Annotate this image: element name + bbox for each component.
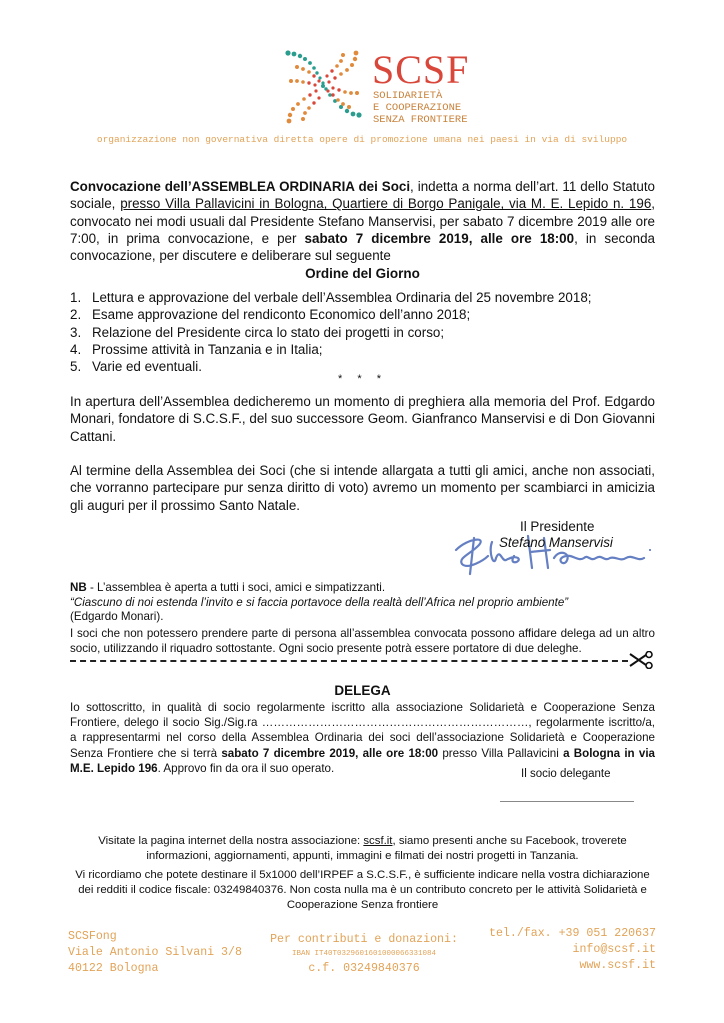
agenda-item bbox=[70, 306, 660, 323]
iban-code: IBAN IT40T0329601601000066331084 bbox=[291, 950, 437, 958]
tagline: organizzazione non governativa diretta opere di promozione umana nei paesi in via di sviluppo bbox=[96, 134, 628, 145]
delega-text: Io sottoscritto, in qualità di socio regolarmente iscritto alla associazione Solidarietà e Cooperazione Senza Frontiere, delego il socio Sig./Sig.ra ……………………………………………………………, regolarmente iscritto/a, a rappresentarmi nel corso della Assemblea Ordinaria dei soci dell’associazione Solidarietà e Cooperazione Senza Frontiere che si terrà bbox=[70, 701, 655, 760]
signature-role: Il Presidente bbox=[520, 519, 595, 534]
nb-attribution: (Edgardo Monari). bbox=[70, 610, 164, 623]
convocazione-paragraph bbox=[70, 178, 655, 264]
website-note bbox=[70, 834, 655, 864]
delega-text: . Approvo fin da ora il suo operato. bbox=[157, 761, 335, 775]
agenda-item-number: 4. bbox=[70, 341, 82, 357]
agenda-item-number: 5. bbox=[70, 359, 82, 375]
delegante-signature-line bbox=[500, 801, 634, 802]
donation-block bbox=[240, 932, 488, 977]
city-address: 40122 Bologna bbox=[68, 962, 159, 975]
agenda-title: Ordine del Giorno bbox=[305, 266, 420, 281]
cut-line-divider bbox=[70, 660, 628, 662]
fiscal-code: c.f. 03249840376 bbox=[308, 962, 420, 975]
convocazione-text: , convocato nei modi usuali dal Presidente Stefano Manservisi, per sabato 7 dicembre 2019 alle ore 7:00, in prima convocazione, e per bbox=[70, 196, 656, 246]
agenda-item-text: Esame approvazione del rendiconto Economico dell’anno 2018; bbox=[92, 307, 471, 323]
agenda-item bbox=[70, 324, 660, 341]
delega-date: sabato 7 dicembre 2019, alle ore 18:00 bbox=[221, 746, 439, 760]
section-separator: * * * bbox=[338, 373, 387, 385]
contact-block bbox=[460, 926, 656, 974]
scsf-logo-mark-icon bbox=[283, 47, 363, 127]
donation-title: Per contributi e donazioni: bbox=[270, 933, 458, 946]
delega-text: presso Villa Pallavicini bbox=[438, 746, 564, 760]
convocazione-title: Convocazione dell’ASSEMBLEA ORDINARIA dei Soci bbox=[70, 179, 411, 194]
logo-subtitle-line-1: SOLIDARIETÀ bbox=[373, 90, 443, 102]
second-call-date: sabato 7 dicembre 2019, alle ore 18:00 bbox=[304, 230, 575, 246]
delega-form-text bbox=[70, 700, 655, 776]
agenda-item-text: Varie ed eventuali. bbox=[92, 359, 202, 375]
agenda-item bbox=[70, 341, 660, 358]
nb-quote bbox=[70, 596, 655, 611]
delega-title: DELEGA bbox=[334, 683, 391, 698]
agenda-item-number: 1. bbox=[70, 290, 82, 305]
delega-place: a Bologna in via M.E. Lepido 196 bbox=[70, 746, 655, 775]
website-url-link[interactable]: www.scsf.it bbox=[579, 959, 656, 972]
memorial-paragraph: In apertura dell’Assemblea dedicheremo un momento di preghiera alla memoria del Prof. Edgardo Monari, fondatore di S.C.S.F., del suo successore Geom. Gianfranco Manservisi e di Don Giovanni Cattani. bbox=[70, 394, 655, 444]
website-link[interactable]: scsf.it bbox=[363, 835, 393, 847]
phone-fax: tel./fax. +39 051 220637 bbox=[489, 927, 656, 940]
delega-info-paragraph: I soci che non potessero prendere parte di persona all’assemblea convocata possono affidare delega ad un altro socio, utilizzando il riquadro sottostante. Ogni socio presente potrà essere portatore di due deleghe. bbox=[70, 627, 655, 655]
address-block bbox=[68, 929, 242, 977]
convocazione-text: , indetta a norma dell’art. 11 dello Statuto sociale, bbox=[70, 179, 655, 212]
agenda-item-number: 2. bbox=[70, 307, 82, 323]
logo-title: SCSF bbox=[372, 47, 470, 92]
tax-donation-note: Vi ricordiamo che potete destinare il 5x1000 dell’IRPEF a S.C.S.F., è sufficiente indicare nella vostra dichiarazione dei redditi il codice fiscale: 03249840376. Non costa nulla ma è un contributo concreto per le attività Solidarietà e Cooperazione Senza frontiere bbox=[75, 869, 650, 911]
logo-subtitle-line-2: E COOPERAZIONE bbox=[373, 102, 462, 114]
agenda-item bbox=[70, 289, 660, 306]
christmas-paragraph: Al termine della Assemblea dei Soci (che si intende allargata a tutti gli amici, anche non associati, che vorranno partecipare pur senza diritto di voto) avremo un momento per scambiarci in amicizia gli auguri per il prossimo Santo Natale. bbox=[70, 463, 655, 513]
agenda-list bbox=[70, 289, 660, 375]
website-note-text: , siamo presenti anche su Facebook, troverete informazioni, aggiornamenti, appunti, immagini e filmati dei nostri progetti in Tanzania. bbox=[146, 835, 627, 862]
nb-quote-text: “Ciascuno di noi estenda l’invito e si faccia portavoce della realtà dell’Africa nel proprio ambiente” bbox=[70, 596, 569, 609]
convocazione-text: , in seconda convocazione, per discutere e deliberare sul seguente bbox=[70, 230, 655, 264]
meeting-location: presso Villa Pallavicini in Bologna, Quartiere di Borgo Panigale, via M. E. Lepido n. 196 bbox=[120, 196, 652, 212]
org-name: SCSFong bbox=[68, 930, 117, 943]
email-link[interactable]: info@scsf.it bbox=[572, 943, 656, 956]
agenda-item-number: 3. bbox=[70, 324, 82, 340]
street-address: Viale Antonio Silvani 3/8 bbox=[68, 946, 242, 959]
logo-subtitle-line-3: SENZA FRONTIERE bbox=[373, 114, 468, 126]
website-note-text: Visitate la pagina internet della nostra associazione: bbox=[98, 835, 364, 847]
agenda-item-text: Prossime attività in Tanzania e in Italia; bbox=[92, 341, 323, 357]
scissors-icon bbox=[628, 651, 654, 669]
nb-label: NB bbox=[70, 581, 87, 594]
nb-text: - L’assemblea è aperta a tutti i soci, amici e simpatizzanti. bbox=[86, 581, 386, 594]
delegante-label: Il socio delegante bbox=[521, 768, 611, 780]
signature-name: Stefano Manservisi bbox=[499, 535, 613, 550]
agenda-item-text: Relazione del Presidente circa lo stato dei progetti in corso; bbox=[92, 324, 445, 340]
nb-line bbox=[70, 581, 655, 596]
agenda-item-text: Lettura e approvazione del verbale dell’Assemblea Ordinaria del 25 novembre 2018; bbox=[92, 290, 592, 305]
